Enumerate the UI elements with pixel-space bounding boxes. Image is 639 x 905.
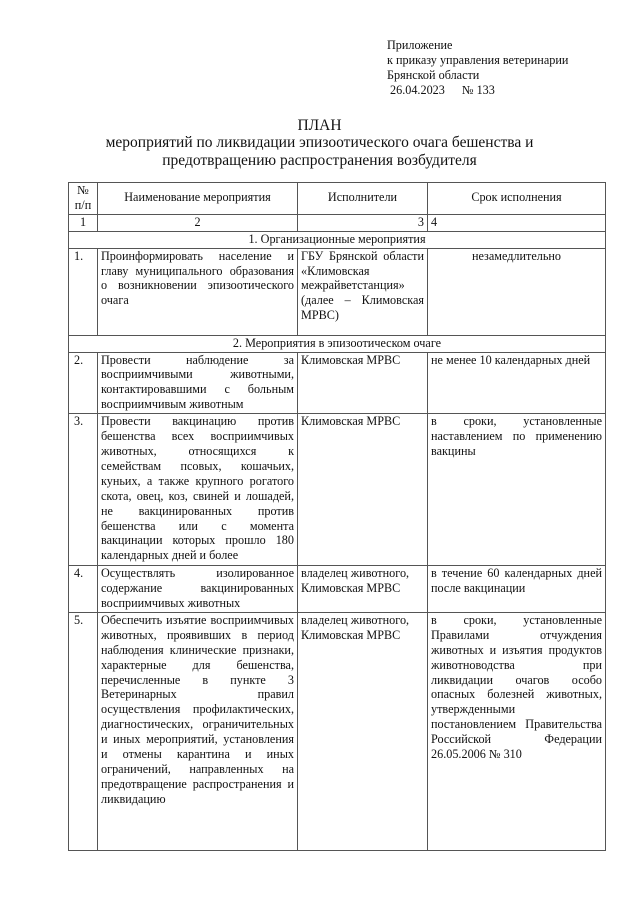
table-row bbox=[69, 566, 606, 613]
order-date: 26.04.2023 bbox=[390, 83, 445, 97]
row-num: 3. bbox=[69, 414, 98, 566]
row-deadline: в течение 60 календарных дней после вакцинации bbox=[428, 566, 606, 613]
row-deadline: незамедлительно bbox=[428, 248, 606, 335]
section-row bbox=[69, 231, 606, 248]
section-row bbox=[69, 335, 606, 352]
row-executors: владелец животного, Климовская МРВС bbox=[298, 566, 428, 613]
row-name: Провести вакцинацию против бешенства всех восприимчивых животных, относящихся к семействам псовых, кошачьих, куньих, а также крупного рогатого скота, овец, коз, свиней и лошадей, не вакцинированных против бешенства или с момента вакцинации которых прошло 180 календарных дней и более bbox=[98, 414, 298, 566]
header-name: Наименование мероприятия bbox=[98, 183, 298, 215]
row-executors: Климовская МРВС bbox=[298, 414, 428, 566]
row-name: Обеспечить изъятие восприимчивых животных, проявивших в период наблюдения клинические признаки, характерные для бешенства, перечисленные в пункте 3 Ветеринарных правил осуществления профилактических, диагностических, ограничительных и иных мероприятий, установления и отмены карантина и иных ограничений, направленных на предотвращение распространения и ликвидацию bbox=[98, 612, 298, 850]
index-row bbox=[69, 214, 606, 231]
subtitle-line-1: мероприятий по ликвидации эпизоотического очага бешенства и bbox=[105, 134, 534, 151]
document-subtitle bbox=[0, 134, 639, 170]
table-row bbox=[69, 352, 606, 414]
index-cell: 1 bbox=[69, 214, 98, 231]
header-num: № п/п bbox=[69, 183, 98, 215]
row-deadline: в сроки, установленные Правилами отчуждения животных и изъятия продуктов животноводства при ликвидации очагов особо опасных болезней животных, утвержденными постановлением Правительства Российской Федерации 26.05.2006 № 310 bbox=[428, 612, 606, 850]
plan-table bbox=[68, 182, 606, 851]
header-executors: Исполнители bbox=[298, 183, 428, 215]
table-row bbox=[69, 248, 606, 335]
index-cell: 3 bbox=[298, 214, 428, 231]
appendix-order-ref: к приказу управления ветеринарии bbox=[387, 53, 569, 67]
row-executors: Климовская МРВС bbox=[298, 352, 428, 414]
row-num: 5. bbox=[69, 612, 98, 850]
table-row bbox=[69, 414, 606, 566]
row-name: Осуществлять изолированное содержание вакцинированных восприимчивых животных bbox=[98, 566, 298, 613]
header-deadline: Срок исполнения bbox=[428, 183, 606, 215]
row-executors: ГБУ Брянской области «Климовская межрайветстанция» (далее – Климовская МРВС) bbox=[298, 248, 428, 335]
section-title: 1. Организационные мероприятия bbox=[69, 231, 606, 248]
index-cell: 4 bbox=[428, 214, 606, 231]
row-name: Проинформировать население и главу муниципального образования о возникновении эпизоотического очага bbox=[98, 248, 298, 335]
order-number: № 133 bbox=[461, 83, 495, 97]
header-row bbox=[69, 183, 606, 215]
section-title: 2. Мероприятия в эпизоотическом очаге bbox=[69, 335, 606, 352]
row-num: 1. bbox=[69, 248, 98, 335]
row-deadline: не менее 10 календарных дней bbox=[428, 352, 606, 414]
table-row bbox=[69, 612, 606, 850]
row-num: 2. bbox=[69, 352, 98, 414]
row-num: 4. bbox=[69, 566, 98, 613]
appendix-region: Брянской области bbox=[387, 68, 480, 82]
document-heading: ПЛАН bbox=[297, 117, 342, 134]
appendix-label: Приложение bbox=[387, 38, 453, 52]
index-cell: 2 bbox=[98, 214, 298, 231]
row-name: Провести наблюдение за восприимчивыми животными, контактировавшими с больным восприимчивым животным bbox=[98, 352, 298, 414]
appendix-date-line bbox=[387, 83, 568, 98]
appendix-header bbox=[387, 38, 568, 98]
subtitle-line-2: предотвращению распространения возбудителя bbox=[162, 152, 477, 169]
row-deadline: в сроки, установленные наставлением по применению вакцины bbox=[428, 414, 606, 566]
row-executors: владелец животного, Климовская МРВС bbox=[298, 612, 428, 850]
